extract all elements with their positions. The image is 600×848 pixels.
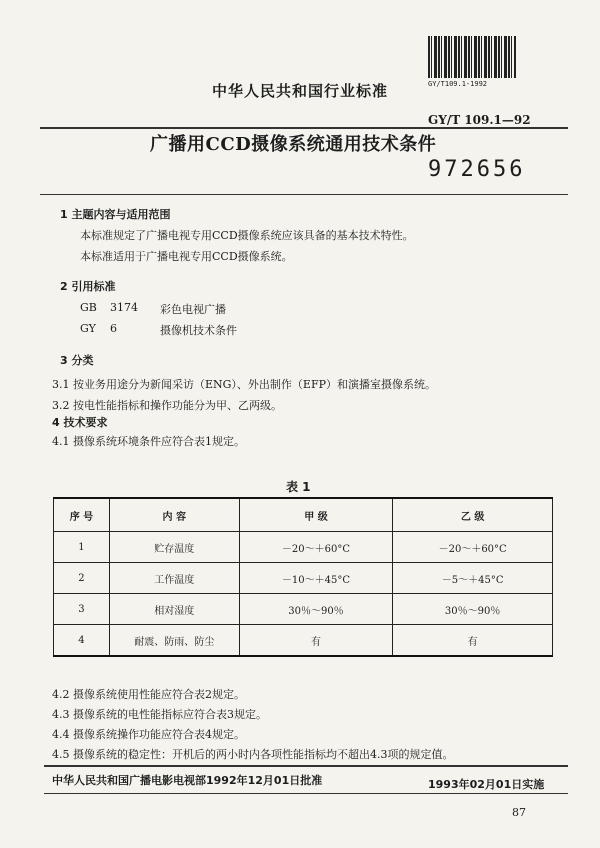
table-row — [54, 625, 553, 657]
section-3-item-1: 3.1 按业务用途分为新闻采访（ENG）、外出制作（EFP）和演播室摄像系统。 — [52, 378, 436, 391]
cell: －20～＋60°C — [393, 532, 553, 563]
section-4-item-3: 4.3 摄像系统的电性能指标应符合表3规定。 — [52, 708, 267, 721]
header-grade-b: 乙 级 — [393, 498, 553, 532]
effective-date: 1993年02月01日实施 — [428, 778, 545, 791]
cell: 30％～90％ — [239, 594, 393, 625]
ref-name: 摄像机技术条件 — [160, 324, 237, 337]
table-caption: 表 1 — [286, 480, 311, 494]
standard-category: 中华人民共和国行业标准 — [212, 82, 389, 100]
section-4-item-1: 4.1 摄像系统环境条件应符合表1规定。 — [52, 435, 245, 448]
cell: －20～＋60°C — [239, 532, 393, 563]
section-2-heading: 2 引用标准 — [60, 280, 116, 293]
cell: 1 — [54, 532, 110, 563]
ref-name: 彩色电视广播 — [160, 303, 226, 316]
header-grade-a: 甲 级 — [239, 498, 393, 532]
header-content: 内 容 — [109, 498, 239, 532]
section-3-heading: 3 分类 — [60, 354, 94, 367]
ref-number: 3174 — [110, 301, 138, 314]
ref-code: GY — [80, 322, 96, 335]
section-1-heading: 1 主题内容与适用范围 — [60, 208, 171, 221]
page-number: 87 — [512, 806, 526, 819]
barcode-text: GY/T109.1-1992 — [428, 80, 488, 88]
table-row — [54, 532, 553, 563]
section-4-item-4: 4.4 摄像系统操作功能应符合表4规定。 — [52, 728, 245, 741]
barcode — [428, 36, 516, 78]
environment-table — [53, 497, 553, 657]
cell: －5～＋45°C — [393, 563, 553, 594]
table-row — [54, 594, 553, 625]
cell: 3 — [54, 594, 110, 625]
cell: 2 — [54, 563, 110, 594]
cell: 相对湿度 — [109, 594, 239, 625]
cell: －10～＋45°C — [239, 563, 393, 594]
ref-number: 6 — [110, 322, 117, 335]
section-4-heading: 4 技术要求 — [52, 416, 108, 429]
standard-number: GY/T 109.1—92 — [428, 113, 531, 127]
title-rule — [40, 194, 568, 195]
cell: 4 — [54, 625, 110, 657]
cell: 有 — [239, 625, 393, 657]
section-4-item-5: 4.5 摄像系统的稳定性：开机后的两小时内各项性能指标均不超出4.3项的规定值。 — [52, 748, 454, 761]
document-title: 广播用CCD摄像系统通用技术条件 — [150, 134, 437, 155]
cell: 30％～90％ — [393, 594, 553, 625]
cell: 有 — [393, 625, 553, 657]
table-row — [54, 563, 553, 594]
section-4-item-2: 4.2 摄像系统使用性能应符合表2规定。 — [52, 688, 245, 701]
section-3-item-2: 3.2 按电性能指标和操作功能分为甲、乙两级。 — [52, 399, 282, 412]
section-1-paragraph-1: 本标准规定了广播电视专用CCD摄像系统应该具备的基本技术特性。 — [80, 229, 414, 242]
table-header-row — [54, 498, 553, 532]
cell: 贮存温度 — [109, 532, 239, 563]
approval-line: 中华人民共和国广播电影电视部1992年12月01日批准 — [52, 774, 323, 787]
ref-code: GB — [80, 301, 97, 314]
header-rule — [40, 127, 568, 129]
serial-number: 972656 — [428, 157, 526, 182]
footer-rule — [44, 765, 568, 767]
cell: 耐震、防雨、防尘 — [109, 625, 239, 657]
section-1-paragraph-2: 本标准适用于广播电视专用CCD摄像系统。 — [80, 250, 293, 263]
footer-rule-bottom — [44, 793, 568, 794]
header-index: 序 号 — [54, 498, 110, 532]
cell: 工作温度 — [109, 563, 239, 594]
